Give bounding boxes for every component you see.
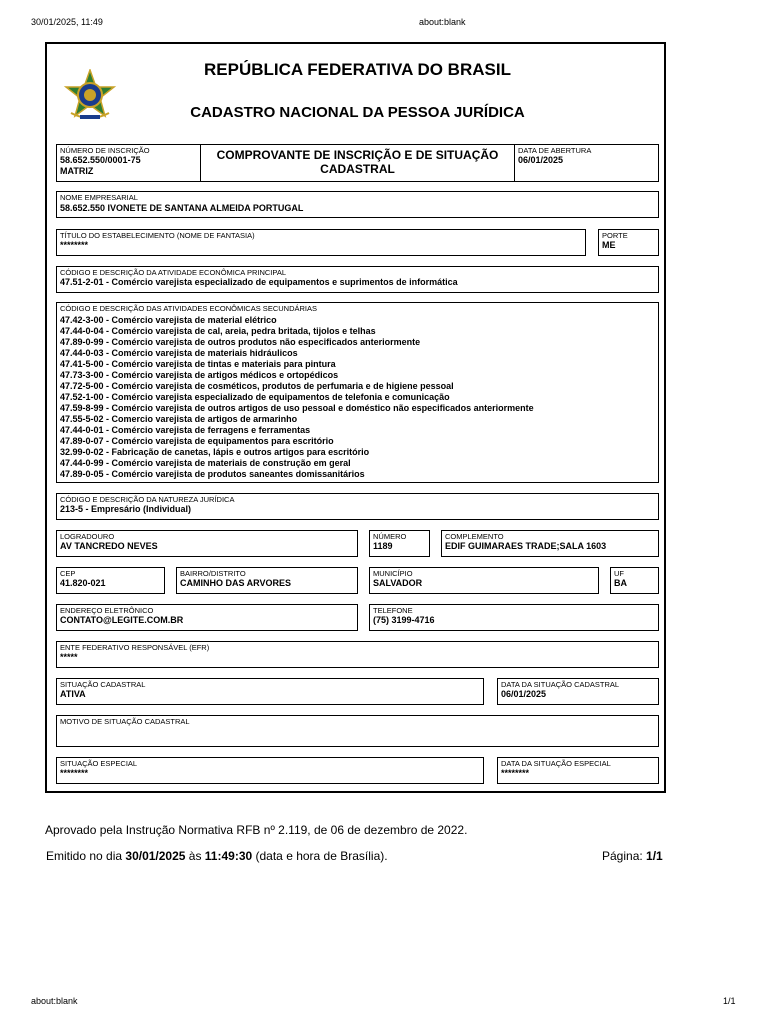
value-atividade-principal: 47.51-2-01 - Comércio varejista especializado de equipamentos e suprimentos de informática: [60, 277, 458, 287]
comprovante-line1: COMPROVANTE DE INSCRIÇÃO E DE SITUAÇÃO: [216, 148, 499, 162]
atividades-secundarias-list: [60, 315, 534, 480]
list-item: 47.44-0-01 - Comércio varejista de ferragens e ferramentas: [60, 425, 311, 435]
field-porte: [598, 229, 659, 256]
value-bairro: CAMINHO DAS ARVORES: [180, 578, 292, 588]
field-motivo: [56, 715, 659, 747]
field-email: [56, 604, 358, 631]
value-uf: BA: [614, 578, 627, 588]
label-data-situacao-especial: DATA DA SITUAÇÃO ESPECIAL: [501, 759, 611, 768]
field-nome-empresarial: [56, 191, 659, 218]
field-municipio: [369, 567, 599, 594]
value-natureza: 213-5 - Empresário (Individual): [60, 504, 192, 514]
value-complemento: EDIF GUIMARAES TRADE;SALA 1603: [445, 541, 607, 551]
label-abertura: DATA DE ABERTURA: [518, 146, 592, 155]
field-bairro: [176, 567, 358, 594]
label-atividade-principal: CÓDIGO E DESCRIÇÃO DA ATIVIDADE ECONÔMICA PRINCIPAL: [60, 268, 287, 277]
list-item: 47.89-0-07 - Comércio varejista de equipamentos para escritório: [60, 436, 334, 446]
list-item: 47.59-8-99 - Comércio varejista de outros artigos de uso pessoal e doméstico não especificados anteriormente: [60, 403, 534, 413]
value-email: CONTATO@LEGITE.COM.BR: [60, 615, 184, 625]
field-comprovante: [200, 144, 515, 182]
label-telefone: TELEFONE: [373, 606, 413, 615]
label-cep: CEP: [60, 569, 76, 578]
approval-note: Aprovado pela Instrução Normativa RFB nº 2.119, de 06 de dezembro de 2022.: [45, 823, 468, 837]
field-atividade-principal: [56, 266, 659, 293]
value-efr: *****: [60, 652, 78, 662]
field-situacao-cadastral: [56, 678, 484, 705]
value-logradouro: AV TANCREDO NEVES: [60, 541, 158, 551]
label-atividades-secundarias: CÓDIGO E DESCRIÇÃO DAS ATIVIDADES ECONÔMICAS SECUNDÁRIAS: [60, 304, 317, 313]
value-data-situacao: 06/01/2025: [501, 689, 547, 699]
value-telefone: (75) 3199-4716: [373, 615, 435, 625]
emission-suffix: (data e hora de Brasília).: [252, 849, 388, 863]
label-logradouro: LOGRADOURO: [60, 532, 115, 541]
print-footer-url: about:blank: [31, 996, 78, 1006]
print-datetime: 30/01/2025, 11:49: [31, 17, 103, 27]
label-porte: PORTE: [602, 231, 628, 240]
field-uf: [610, 567, 659, 594]
emission-mid: às: [185, 849, 205, 863]
label-efr: ENTE FEDERATIVO RESPONSÁVEL (EFR): [60, 643, 210, 652]
list-item: 47.89-0-05 - Comércio varejista de produtos saneantes domissanitários: [60, 469, 365, 479]
field-complemento: [441, 530, 659, 557]
value-inscricao: 58.652.550/0001-75: [60, 155, 141, 165]
page-indicator: [602, 849, 663, 863]
page-value: 1/1: [646, 849, 663, 863]
list-item: 47.44-0-99 - Comércio varejista de materiais de construção em geral: [60, 458, 351, 468]
label-situacao-especial: SITUAÇÃO ESPECIAL: [60, 759, 138, 768]
field-natureza-juridica: [56, 493, 659, 520]
value-data-situacao-especial: ********: [501, 768, 530, 778]
emission-date: 30/01/2025: [125, 849, 186, 863]
document-title: REPÚBLICA FEDERATIVA DO BRASIL: [204, 60, 511, 79]
emission-line: [46, 849, 388, 863]
label-natureza: CÓDIGO E DESCRIÇÃO DA NATUREZA JURÍDICA: [60, 495, 235, 504]
value-cep: 41.820-021: [60, 578, 106, 588]
value-numero: 1189: [373, 541, 393, 551]
label-uf: UF: [614, 569, 624, 578]
field-data-situacao-especial: [497, 757, 659, 784]
value-abertura: 06/01/2025: [518, 155, 564, 165]
field-cep: [56, 567, 165, 594]
list-item: 47.44-0-03 - Comércio varejista de materiais hidráulicos: [60, 348, 298, 358]
value-situacao-especial: ********: [60, 768, 89, 778]
list-item: 47.41-5-00 - Comércio varejista de tintas e materiais para pintura: [60, 359, 336, 369]
print-page-count: 1/1: [723, 996, 736, 1006]
value-situacao: ATIVA: [60, 689, 86, 699]
label-situacao: SITUAÇÃO CADASTRAL: [60, 680, 146, 689]
list-item: 47.52-1-00 - Comércio varejista especializado de equipamentos de telefonia e comunicação: [60, 392, 450, 402]
label-numero: NÚMERO: [373, 532, 407, 541]
value-porte: ME: [602, 240, 616, 250]
field-data-situacao: [497, 678, 659, 705]
value-municipio: SALVADOR: [373, 578, 423, 588]
list-item: 47.42-3-00 - Comércio varejista de material elétrico: [60, 315, 277, 325]
page-label: Página:: [602, 849, 647, 863]
value-fantasia: ********: [60, 240, 89, 250]
label-bairro: BAIRRO/DISTRITO: [180, 569, 246, 578]
field-situacao-especial: [56, 757, 484, 784]
label-email: ENDEREÇO ELETRÔNICO: [60, 606, 154, 615]
value-nome: 58.652.550 IVONETE DE SANTANA ALMEIDA PORTUGAL: [60, 203, 304, 213]
field-inscricao: [56, 144, 201, 182]
value-inscricao-tipo: MATRIZ: [60, 166, 94, 176]
list-item: 47.55-5-02 - Comercio varejista de artigos de armarinho: [60, 414, 298, 424]
document-frame: [45, 42, 666, 793]
label-motivo: MOTIVO DE SITUAÇÃO CADASTRAL: [60, 717, 190, 726]
field-logradouro: [56, 530, 358, 557]
field-efr: [56, 641, 659, 668]
list-item: 32.99-0-02 - Fabricação de canetas, lápis e outros artigos para escritório: [60, 447, 370, 457]
comprovante-line2: CADASTRAL: [320, 162, 395, 176]
label-nome: NOME EMPRESARIAL: [60, 193, 138, 202]
document-subtitle: CADASTRO NACIONAL DA PESSOA JURÍDICA: [190, 104, 525, 121]
list-item: 47.72-5-00 - Comércio varejista de cosméticos, produtos de perfumaria e de higiene pessoal: [60, 381, 454, 391]
label-complemento: COMPLEMENTO: [445, 532, 504, 541]
print-page-title: about:blank: [419, 17, 466, 27]
field-telefone: [369, 604, 659, 631]
emission-time: 11:49:30: [204, 849, 253, 863]
field-abertura: [514, 144, 659, 182]
emission-prefix: Emitido no dia: [46, 849, 126, 863]
field-numero: [369, 530, 430, 557]
label-municipio: MUNICÍPIO: [373, 569, 413, 578]
list-item: 47.73-3-00 - Comércio varejista de artigos médicos e ortopédicos: [60, 370, 339, 380]
list-item: 47.89-0-99 - Comércio varejista de outros produtos não especificados anteriormente: [60, 337, 421, 347]
list-item: 47.44-0-04 - Comércio varejista de cal, areia, pedra britada, tijolos e telhas: [60, 326, 376, 336]
field-atividades-secundarias: [56, 302, 659, 483]
label-inscricao: NÚMERO DE INSCRIÇÃO: [60, 146, 150, 155]
field-nome-fantasia: [56, 229, 586, 256]
label-data-situacao: DATA DA SITUAÇÃO CADASTRAL: [501, 680, 620, 689]
label-fantasia: TÍTULO DO ESTABELECIMENTO (NOME DE FANTASIA): [60, 231, 255, 240]
